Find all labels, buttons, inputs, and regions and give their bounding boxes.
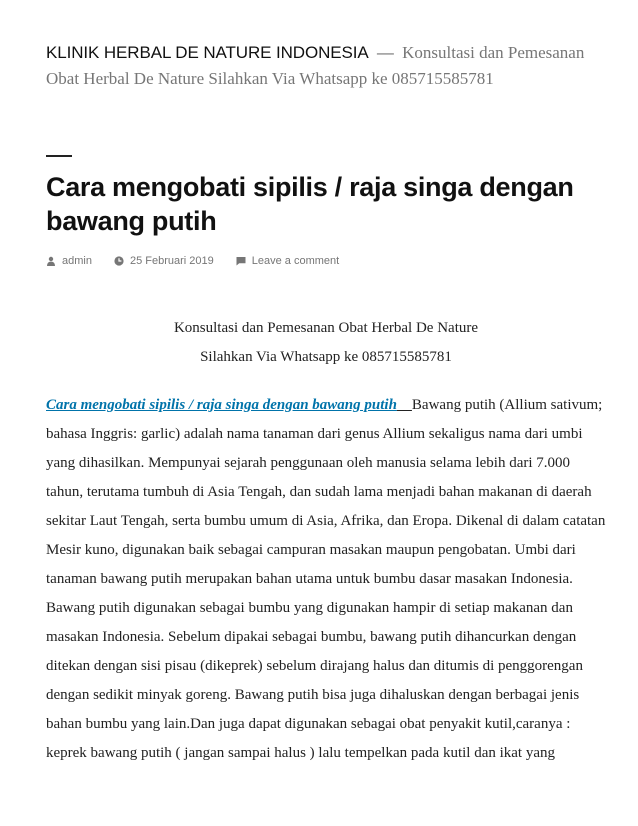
site-header — [46, 40, 606, 92]
title-separator: — — [376, 43, 394, 62]
site-title-link[interactable]: KLINIK HERBAL DE NATURE INDONESIA — [46, 43, 369, 62]
body-paragraph: Bawang putih (Allium sativum; bahasa Inggris: garlic) adalah nama tanaman dari genus Allium sekaligus nama dari umbi yang dihasilkan. Mempunyai sejarah penggunaan oleh manusia selama lebih dari 7.000 tahun, terutama tumbuh di Asia Tengah, dan sudah lama menjadi bahan makanan di daerah sekitar Laut Tengah, serta bumbu umum di Asia, Afrika, dan Eropa. Dikenal di dalam catatan Mesir kuno, digunakan baik sebagai campuran masakan maupun pengobatan. Umbi dari tanaman bawang putih merupakan bahan utama untuk bumbu dasar masakan Indonesia. Bawang putih digunakan sebagai bumbu yang digunakan hampir di setiap makanan dan masakan Indonesia. Sebelum dipakai sebagai bumbu, bawang putih dihancurkan dengan ditekan dengan sisi pisau (dikeprek) sebelum dirajang halus dan ditumis di penggorengan dengan sedikit minyak goreng. Bawang putih bisa juga dihaluskan dengan berbagai jenis bahan bumbu yang lain.Dan juga dapat digunakan sebagai obat penyakit kutil,caranya : keprek bawang putih ( jangan sampai halus ) lalu tempelkan pada kutil dan ikat yang — [46, 397, 606, 761]
date-link[interactable]: 25 Februari 2019 — [129, 255, 214, 267]
comment-icon — [236, 256, 246, 266]
meta-comments — [236, 255, 339, 267]
post-meta — [46, 253, 606, 269]
intro-line-1: Konsultasi dan Pemesanan Obat Herbal De Nature — [173, 320, 479, 336]
meta-date — [114, 255, 214, 267]
post-body — [46, 391, 606, 768]
intro-block — [46, 314, 606, 372]
author-link[interactable]: admin — [62, 255, 92, 267]
post-title: Cara mengobati sipilis / raja singa dengan bawang putih — [46, 172, 574, 236]
comments-link[interactable]: Leave a comment — [251, 255, 340, 267]
site-description: Konsultasi dan Pemesanan Obat Herbal De Nature Silahkan Via Whatsapp ke 085715585781 — [46, 43, 585, 88]
post-title-link[interactable]: Cara mengobati sipilis / raja singa dengan bawang putih — [46, 397, 397, 413]
clock-icon — [114, 256, 124, 266]
intro-line-2: Silahkan Via Whatsapp ke 085715585781 — [200, 349, 452, 365]
header-divider — [46, 155, 72, 157]
link-underline-gap — [397, 397, 412, 413]
meta-author — [46, 255, 92, 267]
person-icon — [46, 256, 56, 266]
